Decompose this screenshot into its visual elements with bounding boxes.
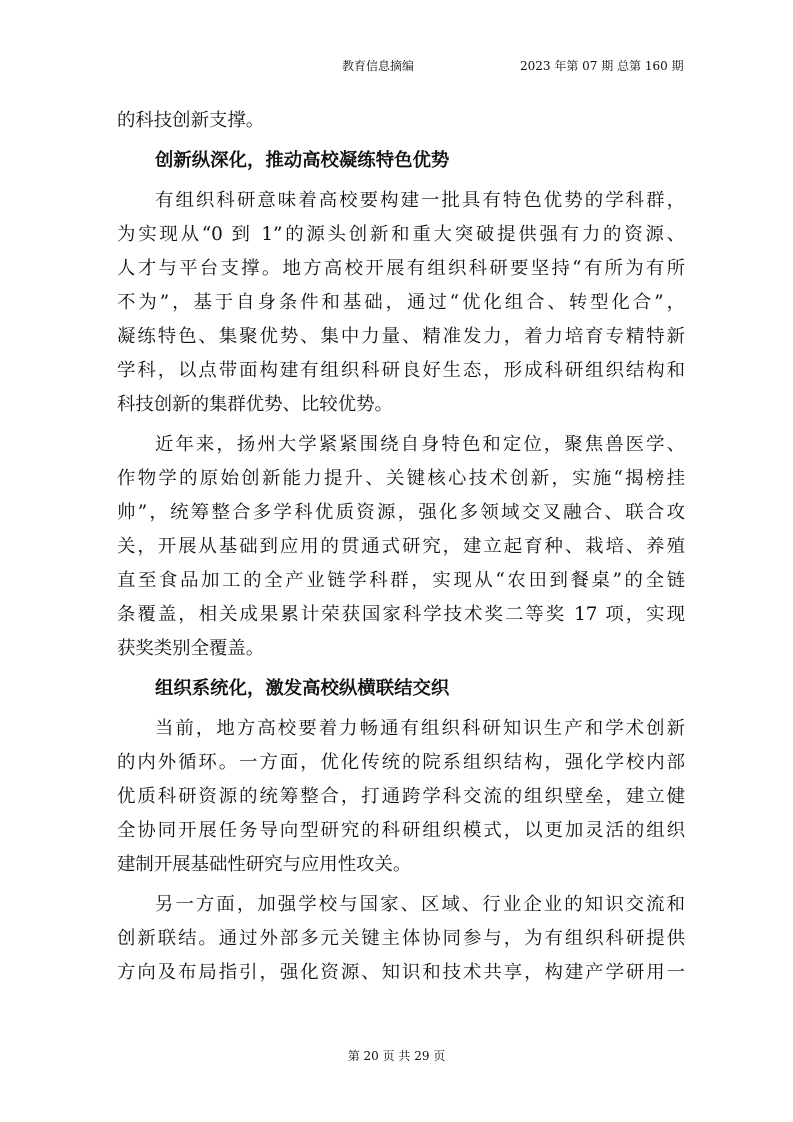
page-header (0, 56, 793, 76)
text-line: 获奖类别全覆盖。 (117, 638, 265, 659)
page-footer (0, 1046, 793, 1066)
text-line: 优质科研资源的统筹整合，打通跨学科交流的组织壁垒，建立健 (117, 786, 685, 807)
text-line: 为实现从“0 到 1”的源头创新和重大突破提供强有力的资源、 (117, 224, 685, 245)
text-line: 不为”，基于自身条件和基础，通过“优化组合、转型化合”， (117, 292, 685, 313)
text-line: 的内外循环。一方面，优化传统的院系组织结构，强化学校内部 (117, 752, 685, 773)
text-line: 方向及布局指引，强化资源、知识和技术共享，构建产学研用一 (117, 962, 685, 983)
text-line: 直至食品加工的全产业链学科群，实现从“农田到餐桌”的全链 (117, 570, 685, 591)
section-heading: 创新纵深化，推动高校凝练特色优势 (155, 150, 450, 171)
text-line: 学科，以点带面构建有组织科研良好生态，形成科研组织结构和 (117, 360, 685, 381)
article-body (117, 104, 685, 990)
text-line: 帅”，统筹整合多学科优质资源，强化多领域交叉融合、联合攻 (117, 502, 685, 523)
text-line: 的科技创新支撑。 (117, 110, 265, 131)
text-line: 当前，地方高校要着力畅通有组织科研知识生产和学术创新 (155, 718, 685, 739)
text-line: 关，开展从基础到应用的贯通式研究，建立起育种、栽培、养殖 (117, 536, 685, 557)
text-line: 全协同开展任务导向型研究的科研组织模式，以更加灵活的组织 (117, 820, 685, 841)
text-line: 条覆盖，相关成果累计荣获国家科学技术奖二等奖 17 项，实现 (117, 604, 685, 625)
text-line: 另一方面，加强学校与国家、区域、行业企业的知识交流和 (155, 894, 685, 915)
page-number: 第 20 页 共 29 页 (347, 1049, 446, 1063)
text-line: 人才与平台支撑。地方高校开展有组织科研要坚持“有所为有所 (117, 258, 685, 279)
text-line: 凝练特色、集聚优势、集中力量、精准发力，着力培育专精特新 (117, 326, 685, 347)
text-line: 作物学的原始创新能力提升、关键核心技术创新，实施“揭榜挂 (117, 468, 685, 489)
text-line: 科技创新的集群优势、比较优势。 (117, 394, 393, 415)
section-heading: 组织系统化，激发高校纵横联结交织 (155, 678, 450, 699)
text-line: 建制开展基础性研究与应用性攻关。 (117, 854, 412, 875)
text-line: 近年来，扬州大学紧紧围绕自身特色和定位，聚焦兽医学、 (155, 434, 685, 455)
text-line: 有组织科研意味着高校要构建一批具有特色优势的学科群， (155, 190, 685, 211)
text-line: 创新联结。通过外部多元关键主体协同参与，为有组织科研提供 (117, 928, 685, 949)
issue-number: 2023 年第 07 期 总第 160 期 (520, 59, 684, 73)
publication-title: 教育信息摘编 (342, 59, 415, 73)
